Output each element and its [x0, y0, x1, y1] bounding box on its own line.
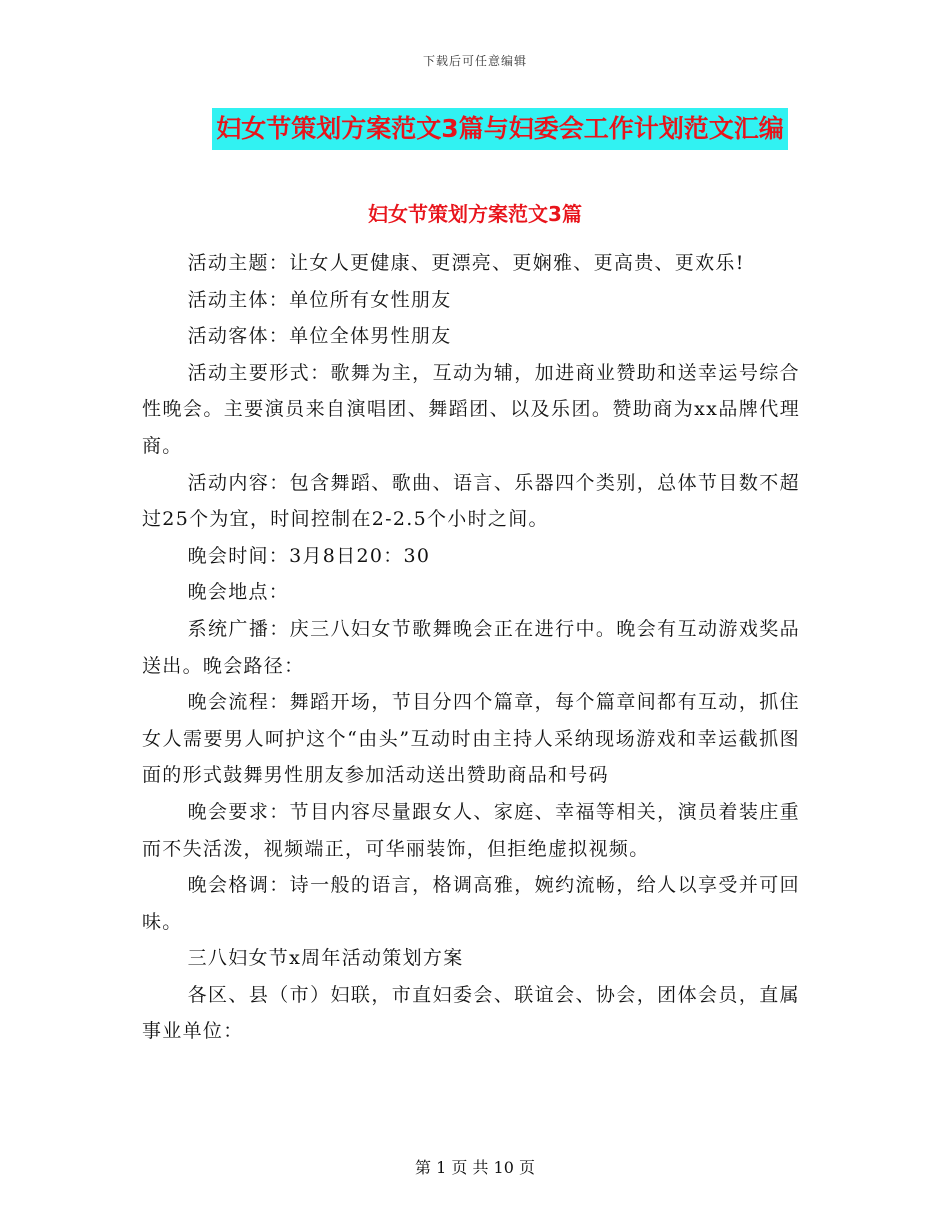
page-footer: 第 1 页 共 10 页: [415, 1158, 535, 1177]
paragraph: 活动客体：单位全体男性朋友: [187, 325, 452, 348]
paragraph: 活动内容：包含舞蹈、歌曲、语言、乐器四个类别，总体节目数不超过25个为宜，时间控制在2-2.5个小时之间。: [142, 471, 800, 531]
paragraph: 活动主要形式：歌舞为主，互动为辅，加进商业赞助和送幸运号综合性晚会。主要演员来自演唱团、舞蹈团、以及乐团。赞助商为xx品牌代理商。: [142, 361, 800, 457]
paragraph: 晚会时间：3月8日20：30: [187, 544, 431, 567]
paragraph: 晚会流程：舞蹈开场，节目分四个篇章，每个篇章间都有互动，抓住女人需要男人呵护这个“由头”互动时由主持人采纳现场游戏和幸运截抓图面的形式鼓舞男性朋友参加活动送出赞助商品和号码: [142, 691, 800, 787]
section-title: 妇女节策划方案范文3篇: [368, 202, 582, 226]
paragraph: 各区、县（市）妇联，市直妇委会、联谊会、协会，团体会员，直属事业单位：: [142, 983, 800, 1043]
document-title: 妇女节策划方案范文3篇与妇委会工作计划范文汇编: [212, 108, 787, 150]
page-header: 下载后可任意编辑: [422, 54, 527, 68]
document-body: [142, 245, 800, 1050]
paragraph: 晚会要求：节目内容尽量跟女人、家庭、幸福等相关，演员着装庄重而不失活泼，视频端正，可华丽装饰，但拒绝虚拟视频。: [142, 800, 800, 860]
paragraph: 活动主体：单位所有女性朋友: [187, 288, 452, 311]
paragraph: 系统广播：庆三八妇女节歌舞晚会正在进行中。晚会有互动游戏奖品送出。晚会路径：: [142, 617, 800, 677]
paragraph: 活动主题：让女人更健康、更漂亮、更娴雅、更高贵、更欢乐!: [187, 252, 745, 274]
main-title-container: [0, 108, 950, 150]
paragraph: 晚会格调：诗一般的语言，格调高雅，婉约流畅，给人以享受并可回味。: [142, 874, 800, 933]
paragraph: 三八妇女节x周年活动策划方案: [187, 947, 464, 970]
paragraph: 晚会地点：: [187, 581, 290, 604]
